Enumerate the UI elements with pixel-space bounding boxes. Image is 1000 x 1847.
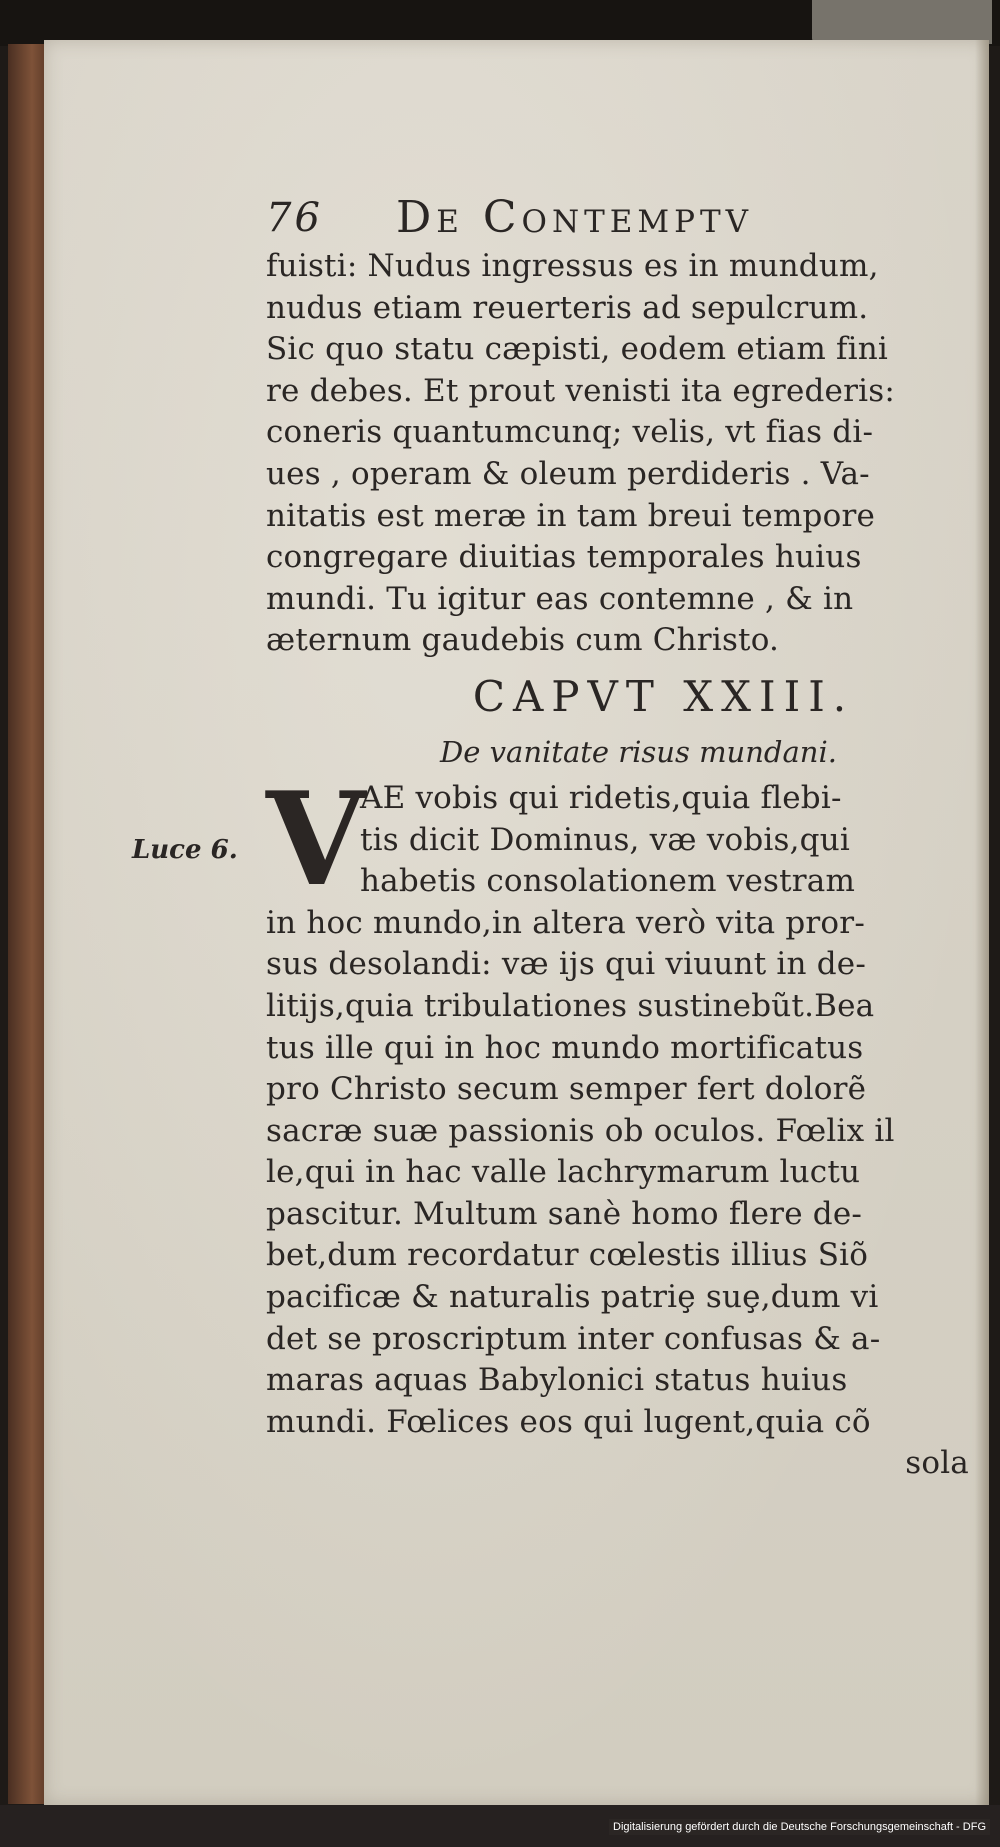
text-line: det se proscriptum inter confusas & a- [266, 1320, 881, 1357]
text-line: nudus etiam reuerteris ad sepulcrum. [266, 289, 869, 326]
paragraph-two [266, 764, 981, 1485]
page-number: 76 [266, 195, 323, 241]
text-line: ues , operam & oleum perdideris . Va- [266, 455, 870, 492]
text-line: congregare diuitias temporales huius [266, 539, 862, 576]
paragraph-one [266, 246, 981, 662]
text-line: tis dicit Dominus, væ vobis,qui [360, 821, 850, 858]
text-line: maras aquas Babylonici status huius [266, 1362, 848, 1399]
drop-cap: V [266, 764, 366, 915]
text-line: mundi. Tu igitur eas contemne , & in [266, 580, 854, 617]
running-head: De Contemptv [396, 192, 754, 243]
text-line: re debes. Et prout venisti ita egrederis: [266, 372, 895, 409]
text-line: litijs,quia tribulationes sustinebũt.Bea [266, 987, 875, 1024]
margin-note: Luce 6. [132, 835, 238, 865]
text-line: Sic quo statu cæpisti, eodem etiam fini [266, 331, 889, 368]
catchword: sola [905, 1445, 969, 1482]
text-line: pascitur. Multum sanè homo flere de- [266, 1195, 863, 1232]
funding-credit: Digitalisierung gefördert durch die Deutsche Forschungsgemeinschaft - DFG [609, 1819, 990, 1835]
text-block [266, 190, 981, 1485]
text-line: sus desolandi: væ ijs qui viuunt in de- [266, 946, 867, 983]
text-line: AE vobis qui ridetis,quia flebi- [360, 779, 842, 816]
text-line: pro Christo secum semper fert dolorẽ [266, 1071, 867, 1108]
text-line: pacificæ & naturalis patriȩ suȩ,dum vi [266, 1279, 879, 1316]
chapter-subtitle: De vanitate risus mundani. [440, 734, 837, 769]
text-line: nitatis est meræ in tam breui tempore [266, 497, 876, 534]
book-binding-edge [8, 44, 48, 1804]
chapter-title: CAPVT XXIII. [472, 671, 855, 721]
text-line: habetis consolationem vestram [360, 863, 856, 900]
text-line: tus ille qui in hoc mundo mortificatus [266, 1029, 864, 1066]
text-line: mundi. Fœlices eos qui lugent,quia cõ [266, 1403, 871, 1440]
text-line: coneris quantumcunq; velis, vt fias di- [266, 414, 874, 451]
page-header [266, 190, 981, 246]
text-line: fuisti: Nudus ingressus es in mundum, [266, 248, 879, 284]
scan-top-tab [812, 0, 992, 44]
text-line: le,qui in hac valle lachrymarum luctu [266, 1154, 861, 1191]
text-line: in hoc mundo,in altera verò vita pror- [266, 904, 865, 941]
text-line: æternum gaudebis cum Christo. [266, 622, 780, 659]
text-line: sacræ suæ passionis ob oculos. Fœlix il [266, 1112, 895, 1149]
text-line: bet,dum recordatur cœlestis illius Siõ [266, 1237, 869, 1274]
book-page [44, 40, 989, 1805]
